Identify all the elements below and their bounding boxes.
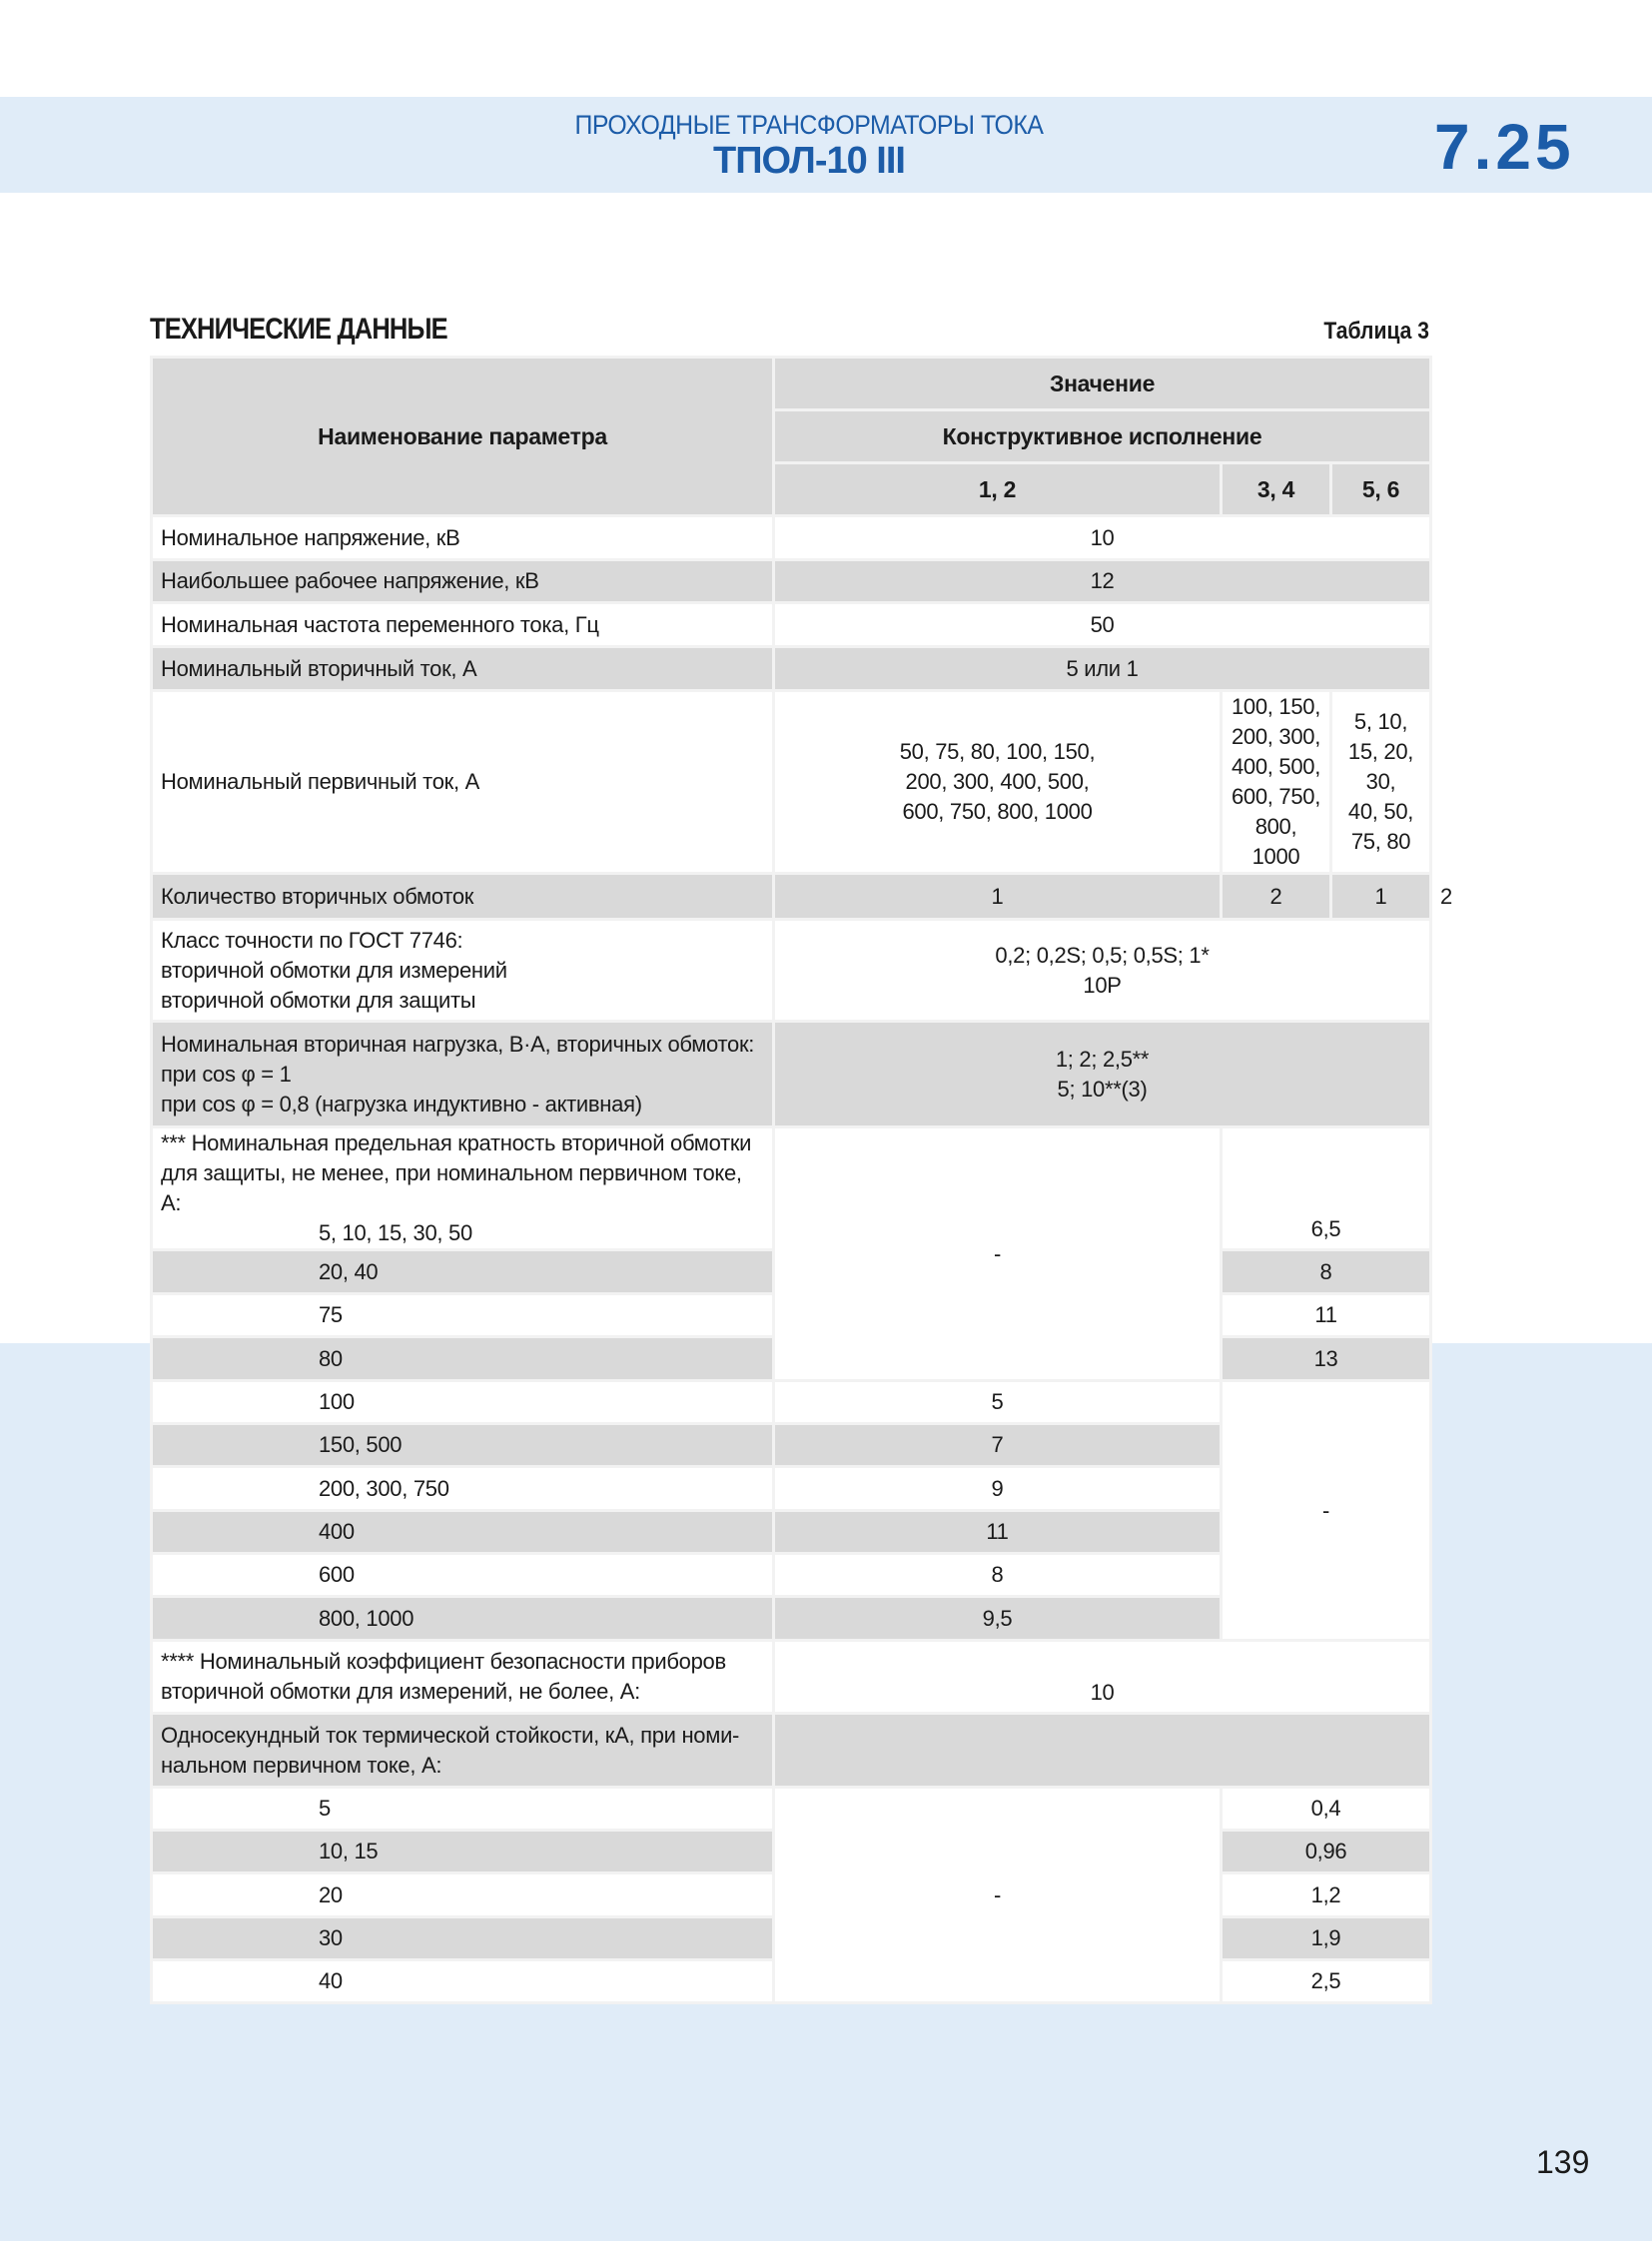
- param-sub-label: 800, 1000: [319, 1605, 414, 1631]
- value-cell: 2,5: [1222, 1960, 1431, 2003]
- value-cell: 5, 10, 15, 20, 30, 40, 50, 75, 80: [1331, 691, 1431, 874]
- param-label: *** Номинальная предельная кратность вторичной обмотки для защиты, не менее, при номинальном первичном токе, А:: [161, 1130, 752, 1215]
- param-cell: [152, 691, 774, 874]
- param-label: Номинальная вторичная нагрузка, В·А, вторичных обмоток: при cos φ = 1 при cos φ = 0,8 (нагрузка индуктивно - активная): [161, 1031, 755, 1117]
- param-sub-label: 20: [319, 1881, 343, 1907]
- value-cell: -: [774, 1788, 1222, 2003]
- value-cell: 13: [1222, 1337, 1431, 1381]
- param-sub-label: 75: [319, 1302, 343, 1327]
- param-cell: [152, 1250, 774, 1294]
- table-row: [152, 560, 1431, 603]
- value-cell: 11: [774, 1511, 1222, 1554]
- value-cell: 0,96: [1222, 1831, 1431, 1873]
- table-number: Таблица 3: [1323, 318, 1429, 345]
- param-cell: [152, 603, 774, 647]
- value-cell: 50: [774, 603, 1431, 647]
- value-cell: 9: [774, 1467, 1222, 1511]
- param-cell: [152, 1831, 774, 1873]
- param-cell: [152, 1424, 774, 1467]
- param-cell: [152, 1127, 774, 1250]
- table-row: [152, 1788, 1431, 1831]
- value-cell: -: [774, 1127, 1222, 1381]
- param-sub-label: 400: [319, 1519, 355, 1544]
- table-row: [152, 1022, 1431, 1127]
- param-cell: [152, 560, 774, 603]
- param-sub-label: 100: [319, 1389, 355, 1414]
- header-category: ПРОХОДНЫЕ ТРАНСФОРМАТОРЫ ТОКА: [574, 110, 1044, 140]
- value-cell: 8: [1222, 1250, 1431, 1294]
- table-row: [152, 1641, 1431, 1714]
- value-cell: 10: [774, 516, 1431, 560]
- param-cell: [152, 874, 774, 920]
- param-cell: [152, 1337, 774, 1381]
- value-cell: 50, 75, 80, 100, 150, 200, 300, 400, 500, 600, 750, 800, 1000: [774, 691, 1222, 874]
- table-row: Количество вторичных обмоток 1 2 1 2: [152, 874, 1431, 920]
- table-row: [152, 1127, 1431, 1250]
- param-sub-label: 5: [319, 1796, 331, 1821]
- table-row: [152, 603, 1431, 647]
- param-label: Номинальный первичный ток, А: [161, 769, 479, 794]
- param-cell: [152, 1022, 774, 1127]
- param-sub-label: 200, 300, 750: [319, 1475, 449, 1501]
- header-model: ТПОЛ-10 III: [713, 140, 905, 182]
- header-param: Наименование параметра: [152, 358, 774, 516]
- page-number: 139: [1536, 2144, 1590, 2180]
- param-label: Класс точности по ГОСТ 7746: вторичной обмотки для измерений вторичной обмотки для защиты: [161, 927, 507, 1013]
- param-label: Односекундный ток термической стойкости, кА, при номи- нальном первичном токе, А:: [161, 1722, 740, 1778]
- param-cell: [152, 1381, 774, 1424]
- value-cell: 5 или 1: [774, 647, 1431, 691]
- header-version: 5, 6: [1331, 463, 1431, 516]
- param-cell: [152, 920, 774, 1022]
- value-cell: 0,4: [1222, 1788, 1431, 1831]
- param-cell: [152, 1467, 774, 1511]
- param-sub-label: 10, 15: [319, 1839, 379, 1864]
- param-cell: [152, 1641, 774, 1714]
- section-number: 7.25: [1434, 111, 1575, 183]
- value-cell: 1; 2; 2,5** 5; 10**(3): [774, 1022, 1431, 1127]
- param-sub-label: 40: [319, 1968, 343, 1993]
- param-label: Наибольшее рабочее напряжение, кВ: [161, 568, 539, 593]
- param-label: Номинальный вторичный ток, А: [161, 655, 477, 681]
- value-cell: 12: [774, 560, 1431, 603]
- value-cell: 0,2; 0,2S; 0,5; 0,5S; 1* 10P: [774, 920, 1431, 1022]
- param-label: Номинальное напряжение, кВ: [161, 524, 460, 550]
- value-cell: 8: [774, 1554, 1222, 1597]
- param-cell: [152, 516, 774, 560]
- param-cell: [152, 1960, 774, 2003]
- param-sub-label: 80: [319, 1345, 343, 1371]
- table-row: [152, 920, 1431, 1022]
- param-sub-label: 600: [319, 1562, 355, 1587]
- header-version: 3, 4: [1222, 463, 1331, 516]
- param-cell: [152, 647, 774, 691]
- param-label: **** Номинальный коэффициент безопасности приборов вторичной обмотки для измерений, не более, А:: [161, 1649, 726, 1704]
- value-cell: [774, 1714, 1431, 1788]
- value-cell: 6,5: [1222, 1127, 1431, 1250]
- value-cell: 2: [1222, 874, 1331, 920]
- value-cell: 9,5: [774, 1597, 1222, 1641]
- table-row: [152, 516, 1431, 560]
- table-row: [152, 1381, 1431, 1424]
- value-cell: 7: [774, 1424, 1222, 1467]
- table-row: [152, 691, 1431, 874]
- value-cell: 1,9: [1222, 1917, 1431, 1960]
- value-cell: -: [1222, 1381, 1431, 1641]
- param-cell: [152, 1714, 774, 1788]
- header-version: 1, 2: [774, 463, 1222, 516]
- value-cell: 1: [1331, 874, 1431, 920]
- param-sub-label: 5, 10, 15, 30, 50: [319, 1220, 472, 1245]
- param-cell: [152, 1554, 774, 1597]
- param-cell: [152, 1294, 774, 1337]
- section-title: ТЕХНИЧЕСКИЕ ДАННЫЕ: [150, 313, 447, 346]
- table-row: [152, 1714, 1431, 1788]
- param-label: Номинальная частота переменного тока, Гц: [161, 611, 599, 637]
- value-cell: 100, 150, 200, 300, 400, 500, 600, 750, 800, 1000: [1222, 691, 1331, 874]
- header-design: Конструктивное исполнение: [774, 410, 1431, 463]
- param-sub-label: 20, 40: [319, 1258, 379, 1284]
- technical-data-table: [150, 356, 1452, 2004]
- value-cell: 11: [1222, 1294, 1431, 1337]
- value-cell: 10: [774, 1641, 1431, 1714]
- value-cell: 1: [774, 874, 1222, 920]
- header-value: Значение: [774, 358, 1431, 410]
- value-cell: 5: [774, 1381, 1222, 1424]
- param-sub-label: 30: [319, 1925, 343, 1950]
- table-row: [152, 647, 1431, 691]
- param-cell: [152, 1511, 774, 1554]
- param-cell: [152, 1873, 774, 1917]
- param-label: Количество вторичных обмоток: [161, 883, 474, 909]
- param-sub-label: 150, 500: [319, 1432, 403, 1457]
- param-cell: [152, 1917, 774, 1960]
- param-cell: [152, 1788, 774, 1831]
- param-cell: [152, 1597, 774, 1641]
- value-cell: 1,2: [1222, 1873, 1431, 1917]
